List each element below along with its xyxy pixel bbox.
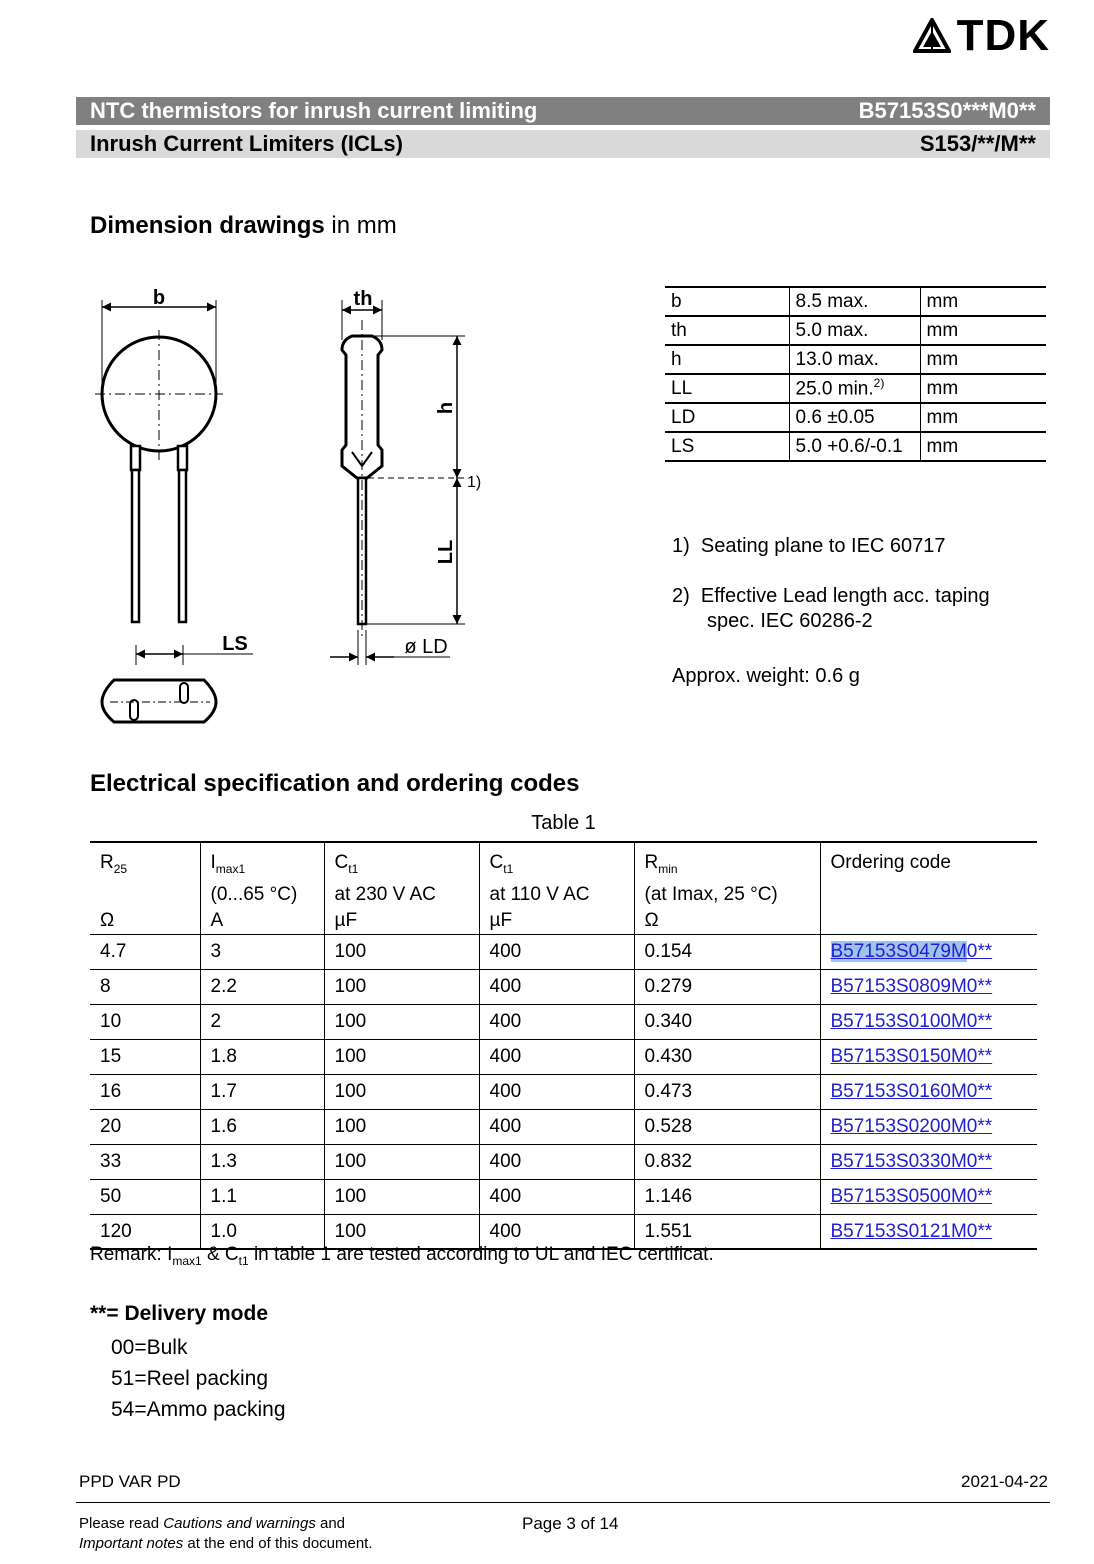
table-row bbox=[90, 1109, 1037, 1144]
cell-rmin: 0.528 bbox=[634, 1109, 820, 1144]
front-view bbox=[95, 287, 223, 622]
cell-r25: 8 bbox=[90, 969, 200, 1004]
ordering-code-link[interactable]: B57153S0100M0** bbox=[830, 1010, 993, 1032]
page-number: Page 3 of 14 bbox=[522, 1514, 619, 1533]
cell-imax: 1.1 bbox=[200, 1179, 324, 1214]
dimension-drawing bbox=[90, 280, 510, 740]
cell-imax: 1.7 bbox=[200, 1074, 324, 1109]
cell-r25: 20 bbox=[90, 1109, 200, 1144]
cell-ordering-code bbox=[820, 1004, 1037, 1039]
dim-value: 13.0 max. bbox=[789, 345, 920, 374]
table-row bbox=[90, 1004, 1037, 1039]
electrical-heading: Electrical specification and ordering codes bbox=[90, 770, 580, 797]
dim-value: 5.0 max. bbox=[789, 316, 920, 345]
footer-divider bbox=[76, 1502, 1050, 1503]
ls-dimension bbox=[136, 633, 253, 665]
table-header-row bbox=[90, 842, 1037, 934]
dimension-heading bbox=[90, 212, 397, 240]
cell-ordering-code bbox=[820, 1144, 1037, 1179]
cell-ordering-code bbox=[820, 1109, 1037, 1144]
label-th: th bbox=[353, 288, 373, 310]
tdk-logo bbox=[913, 11, 1050, 60]
tdk-logo-text: TDK bbox=[956, 11, 1050, 60]
dimension-heading-bold: Dimension drawings bbox=[90, 212, 325, 239]
list-item: 54=Ammo packing bbox=[111, 1398, 286, 1421]
list-item: 51=Reel packing bbox=[111, 1367, 269, 1390]
ordering-code-link[interactable]: B57153S0150M0** bbox=[830, 1045, 993, 1067]
dim-unit: mm bbox=[920, 345, 1046, 374]
table-row bbox=[665, 345, 1046, 374]
cell-c110: 400 bbox=[479, 1179, 634, 1214]
cell-imax: 1.0 bbox=[200, 1214, 324, 1249]
label-ld: ø LD bbox=[404, 636, 448, 658]
ordering-code-link[interactable]: B57153S0479M0** bbox=[830, 940, 993, 962]
selected-text: B57153S0479M bbox=[830, 940, 967, 962]
bottom-view bbox=[102, 680, 216, 722]
dim-unit: mm bbox=[920, 374, 1046, 403]
dimension-table bbox=[665, 286, 1046, 462]
table-caption: Table 1 bbox=[531, 812, 596, 834]
cell-imax: 1.6 bbox=[200, 1109, 324, 1144]
cell-ordering-code bbox=[820, 969, 1037, 1004]
cell-c110: 400 bbox=[479, 1214, 634, 1249]
dim-unit: mm bbox=[920, 403, 1046, 432]
label-b: b bbox=[152, 287, 166, 309]
cell-ordering-code bbox=[820, 1039, 1037, 1074]
cell-r25: 10 bbox=[90, 1004, 200, 1039]
side-view bbox=[330, 288, 481, 665]
col-header-rmin: $R_{min}$ (at Imax, 25 °C) Ω bbox=[634, 842, 820, 934]
table-row bbox=[665, 287, 1046, 316]
cell-rmin: 1.146 bbox=[634, 1179, 820, 1214]
cell-rmin: 0.279 bbox=[634, 969, 820, 1004]
ordering-code-link[interactable]: B57153S0330M0** bbox=[830, 1150, 993, 1172]
cell-c230: 100 bbox=[324, 1144, 479, 1179]
cell-c110: 400 bbox=[479, 1004, 634, 1039]
dim-unit: mm bbox=[920, 316, 1046, 345]
cell-r25: 33 bbox=[90, 1144, 200, 1179]
header-subtitle: Inrush Current Limiters (ICLs) bbox=[90, 131, 403, 156]
cell-c110: 400 bbox=[479, 1109, 634, 1144]
cell-rmin: 0.340 bbox=[634, 1004, 820, 1039]
col-header-r25: $R_{25}$ Ω bbox=[90, 842, 200, 934]
ordering-code-link[interactable]: B57153S0809M0** bbox=[830, 975, 993, 997]
ordering-code-link[interactable]: B57153S0121M0** bbox=[830, 1220, 993, 1242]
cell-c230: 100 bbox=[324, 1004, 479, 1039]
cell-c230: 100 bbox=[324, 1074, 479, 1109]
cell-ordering-code bbox=[820, 934, 1037, 969]
table-row bbox=[90, 1039, 1037, 1074]
header-bar-secondary bbox=[76, 130, 1050, 158]
cell-ordering-code bbox=[820, 1214, 1037, 1249]
cell-rmin: 0.154 bbox=[634, 934, 820, 969]
label-ll: LL bbox=[435, 539, 457, 565]
table-row bbox=[665, 403, 1046, 432]
cell-c230: 100 bbox=[324, 1179, 479, 1214]
footer-date: 2021-04-22 bbox=[961, 1472, 1048, 1491]
tdk-logo-icon bbox=[913, 18, 951, 54]
note-1-text: Seating plane to IEC 60717 bbox=[700, 535, 946, 557]
header-series: S153/**/M** bbox=[919, 131, 1036, 156]
cell-ordering-code bbox=[820, 1074, 1037, 1109]
note-2-line2: spec. IEC 60286-2 bbox=[707, 610, 873, 632]
cell-c230: 100 bbox=[324, 969, 479, 1004]
ordering-code-link[interactable]: B57153S0160M0** bbox=[830, 1080, 993, 1102]
table-row bbox=[90, 1074, 1037, 1109]
table-row bbox=[665, 432, 1046, 461]
ordering-code-link[interactable]: B57153S0500M0** bbox=[830, 1185, 993, 1207]
cell-c110: 400 bbox=[479, 969, 634, 1004]
dim-param: LD bbox=[665, 403, 789, 432]
dim-unit: mm bbox=[920, 432, 1046, 461]
cell-r25: 15 bbox=[90, 1039, 200, 1074]
label-h: h bbox=[435, 401, 457, 415]
cell-r25: 50 bbox=[90, 1179, 200, 1214]
footer-disclaimer: Please read Cautions and warnings and Important notes at the end of this document. bbox=[79, 1515, 373, 1552]
cell-c230: 100 bbox=[324, 1109, 479, 1144]
col-header-c230: $C_{t1}$ at 230 V AC µF bbox=[324, 842, 479, 934]
footnote-marker: 2) bbox=[873, 376, 885, 391]
header-title: NTC thermistors for inrush current limiting bbox=[90, 98, 538, 123]
dim-value: 0.6 ±0.05 bbox=[789, 403, 920, 432]
remark: Remark: $I_{max1}$ & $C_{t1}$ in table 1 are tested according to UL and IEC certificat. bbox=[90, 1244, 714, 1268]
weight-note: Approx. weight: 0.6 g bbox=[672, 665, 860, 687]
label-ls: LS bbox=[222, 633, 248, 655]
cell-c110: 400 bbox=[479, 934, 634, 969]
cell-c110: 400 bbox=[479, 1039, 634, 1074]
cell-imax: 1.8 bbox=[200, 1039, 324, 1074]
dim-param: b bbox=[665, 287, 789, 316]
note-2 bbox=[672, 584, 990, 634]
dim-param: h bbox=[665, 345, 789, 374]
dim-value: 5.0 +0.6/-0.1 bbox=[789, 432, 920, 461]
dim-value: 8.5 max. bbox=[789, 287, 920, 316]
delivery-list bbox=[111, 1332, 286, 1425]
dim-value bbox=[789, 374, 920, 403]
dimension-heading-unit: in mm bbox=[324, 212, 397, 239]
header-part-range: B57153S0***M0** bbox=[858, 98, 1036, 123]
cell-imax: 1.3 bbox=[200, 1144, 324, 1179]
table-row bbox=[665, 374, 1046, 403]
col-header-imax: $I_{max1}$ (0...65 °C) A bbox=[200, 842, 324, 934]
cell-c110: 400 bbox=[479, 1074, 634, 1109]
dim-unit: mm bbox=[920, 287, 1046, 316]
note-1-number: 1) bbox=[672, 535, 690, 557]
header-bar-primary bbox=[76, 97, 1050, 125]
dim-param: LS bbox=[665, 432, 789, 461]
cell-c230: 100 bbox=[324, 1214, 479, 1249]
cell-r25: 16 bbox=[90, 1074, 200, 1109]
label-note1: 1) bbox=[467, 474, 482, 491]
cell-c230: 100 bbox=[324, 1039, 479, 1074]
footer-department: PPD VAR PD bbox=[79, 1472, 181, 1491]
list-item: 00=Bulk bbox=[111, 1336, 188, 1359]
cell-c110: 400 bbox=[479, 1144, 634, 1179]
note-1 bbox=[672, 534, 946, 559]
cell-rmin: 0.430 bbox=[634, 1039, 820, 1074]
col-header-ordering-code: Ordering code bbox=[820, 842, 1037, 934]
dim-param: th bbox=[665, 316, 789, 345]
cell-rmin: 0.832 bbox=[634, 1144, 820, 1179]
cell-ordering-code bbox=[820, 1179, 1037, 1214]
table-row bbox=[90, 1179, 1037, 1214]
cell-imax: 2 bbox=[200, 1004, 324, 1039]
note-2-number: 2) bbox=[672, 585, 690, 607]
dim-value-text: 25.0 min. bbox=[795, 378, 874, 400]
table-row bbox=[665, 316, 1046, 345]
cell-r25: 4.7 bbox=[90, 934, 200, 969]
table-row bbox=[90, 1144, 1037, 1179]
cell-rmin: 0.473 bbox=[634, 1074, 820, 1109]
electrical-spec-table bbox=[90, 841, 1037, 1250]
delivery-heading: **= Delivery mode bbox=[90, 1302, 269, 1325]
cell-c230: 100 bbox=[324, 934, 479, 969]
table-row bbox=[90, 969, 1037, 1004]
note-2-line1: Effective Lead length acc. taping bbox=[700, 585, 990, 607]
cell-imax: 3 bbox=[200, 934, 324, 969]
col-header-c110: $C_{t1}$ at 110 V AC µF bbox=[479, 842, 634, 934]
cell-imax: 2.2 bbox=[200, 969, 324, 1004]
cell-r25: 120 bbox=[90, 1214, 200, 1249]
dim-param: LL bbox=[665, 374, 789, 403]
table-row bbox=[90, 934, 1037, 969]
ordering-code-link[interactable]: B57153S0200M0** bbox=[830, 1115, 993, 1137]
cell-rmin: 1.551 bbox=[634, 1214, 820, 1249]
